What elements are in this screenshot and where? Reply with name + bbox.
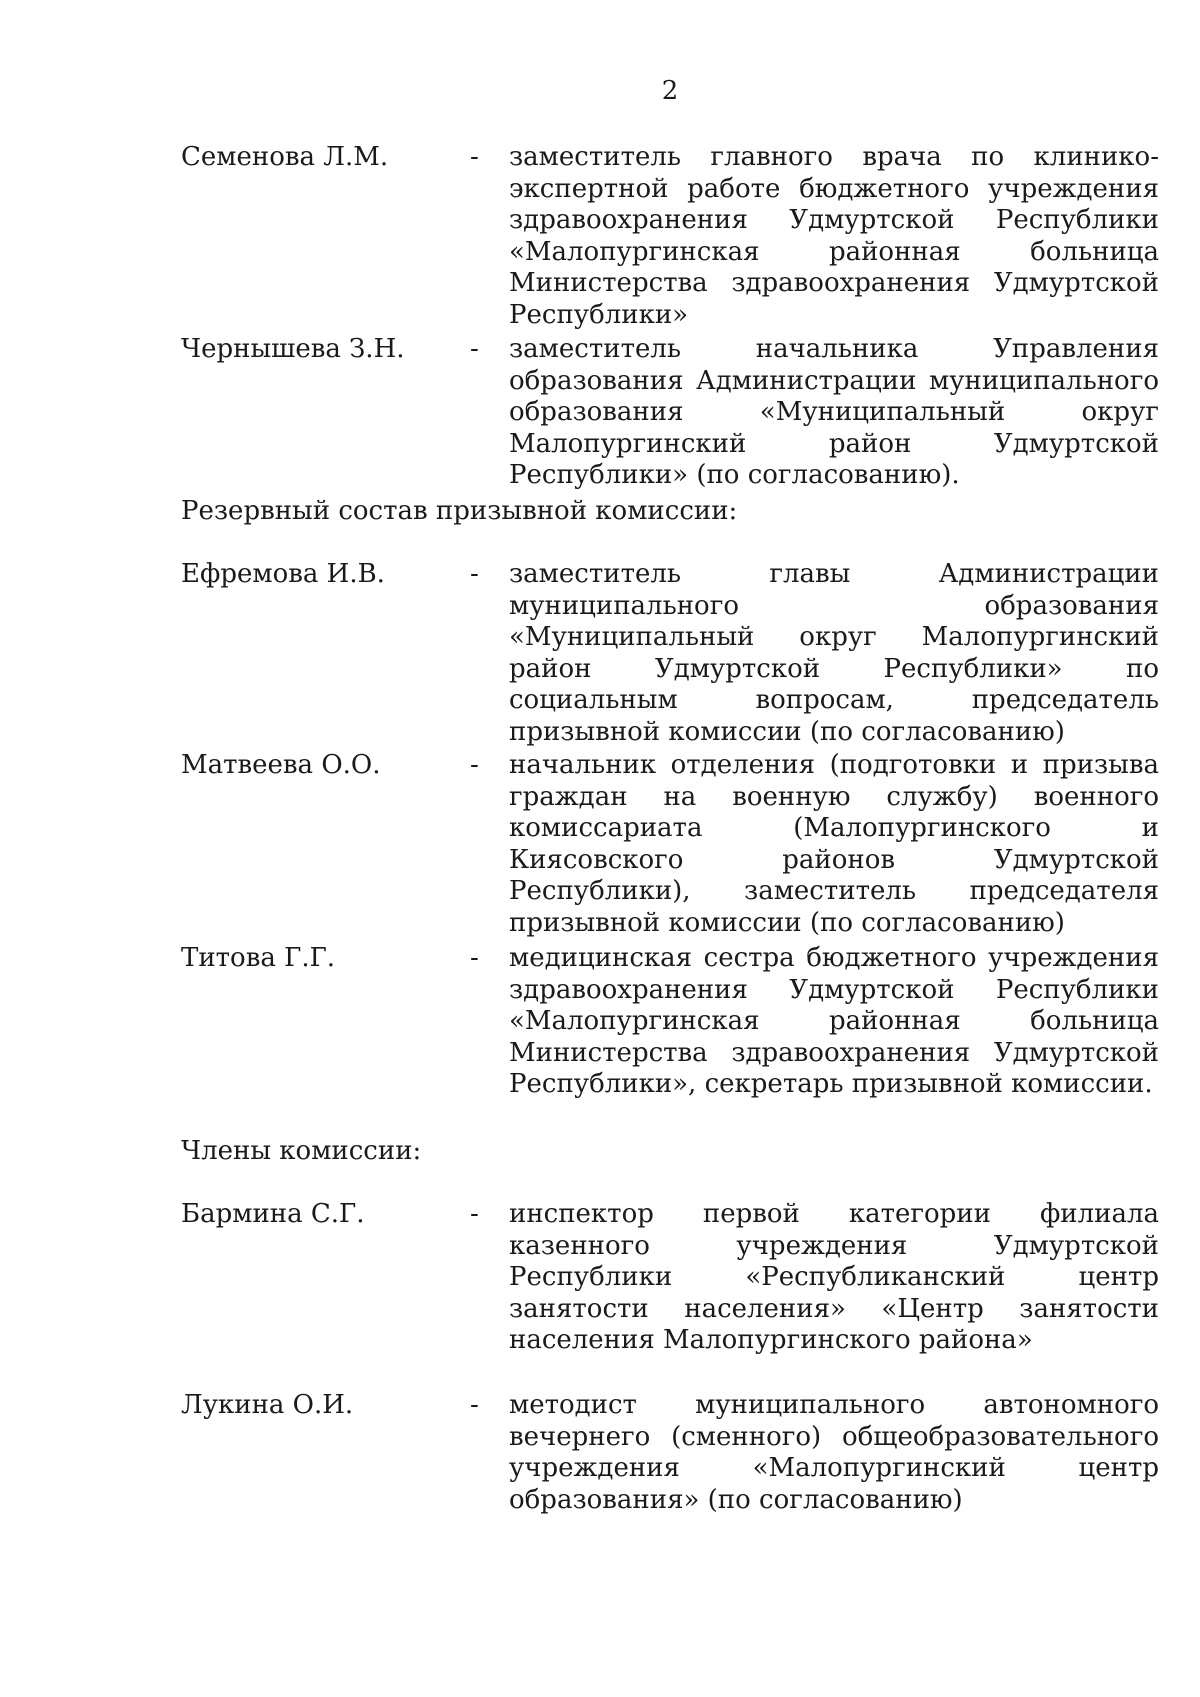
member-name: Чернышева З.Н. [181, 334, 405, 364]
member-dash: - [470, 334, 479, 364]
member-description: начальник отделения (подготовки и призыва граждан на военную службу) военного комиссариата (Малопургинского и Киясовского районов Удмуртской Республики), заместитель председателя призывной комиссии (по согласованию) [509, 750, 1159, 938]
members-heading: Члены комиссии: [181, 1136, 422, 1166]
member-description: заместитель главного врача по клинико-экспертной работе бюджетного учреждения здравоохранения Удмуртской Республики «Малопургинская районная больница Министерства здравоохранения Удмуртской Республики» [509, 142, 1159, 330]
member-name: Ефремова И.В. [181, 559, 385, 589]
member-description: инспектор первой категории филиала казенного учреждения Удмуртской Республики «Республиканский центр занятости населения» «Центр занятости населения Малопургинского района» [509, 1199, 1159, 1355]
member-description: заместитель начальника Управления образования Администрации муниципального образования «Муниципальный округ Малопургинский район Удмуртской Республики» (по согласованию). [509, 334, 1159, 490]
member-name: Бармина С.Г. [181, 1199, 365, 1229]
member-description: методист муниципального автономного вечернего (сменного) общеобразовательного учреждения «Малопургинский центр образования» (по согласованию) [509, 1390, 1159, 1515]
member-dash: - [470, 750, 479, 780]
member-dash: - [470, 943, 479, 973]
reserve-heading: Резервный состав призывной комиссии: [181, 496, 738, 526]
member-name: Лукина О.И. [181, 1390, 354, 1420]
member-name: Титова Г.Г. [181, 943, 336, 973]
member-name: Семенова Л.М. [181, 142, 389, 172]
member-dash: - [470, 1199, 479, 1229]
member-name: Матвеева О.О. [181, 750, 381, 780]
member-dash: - [470, 142, 479, 172]
member-description: медицинская сестра бюджетного учреждения здравоохранения Удмуртской Республики «Малопургинская районная больница Министерства здравоохранения Удмуртской Республики», секретарь призывной комиссии. [509, 943, 1159, 1099]
member-description: заместитель главы Администрации муниципального образования «Муниципальный округ Малопургинский район Удмуртской Республики» по социальным вопросам, председатель призывной комиссии (по согласованию) [509, 559, 1159, 747]
member-dash: - [470, 559, 479, 589]
member-dash: - [470, 1390, 479, 1420]
page-number: 2 [661, 76, 679, 106]
